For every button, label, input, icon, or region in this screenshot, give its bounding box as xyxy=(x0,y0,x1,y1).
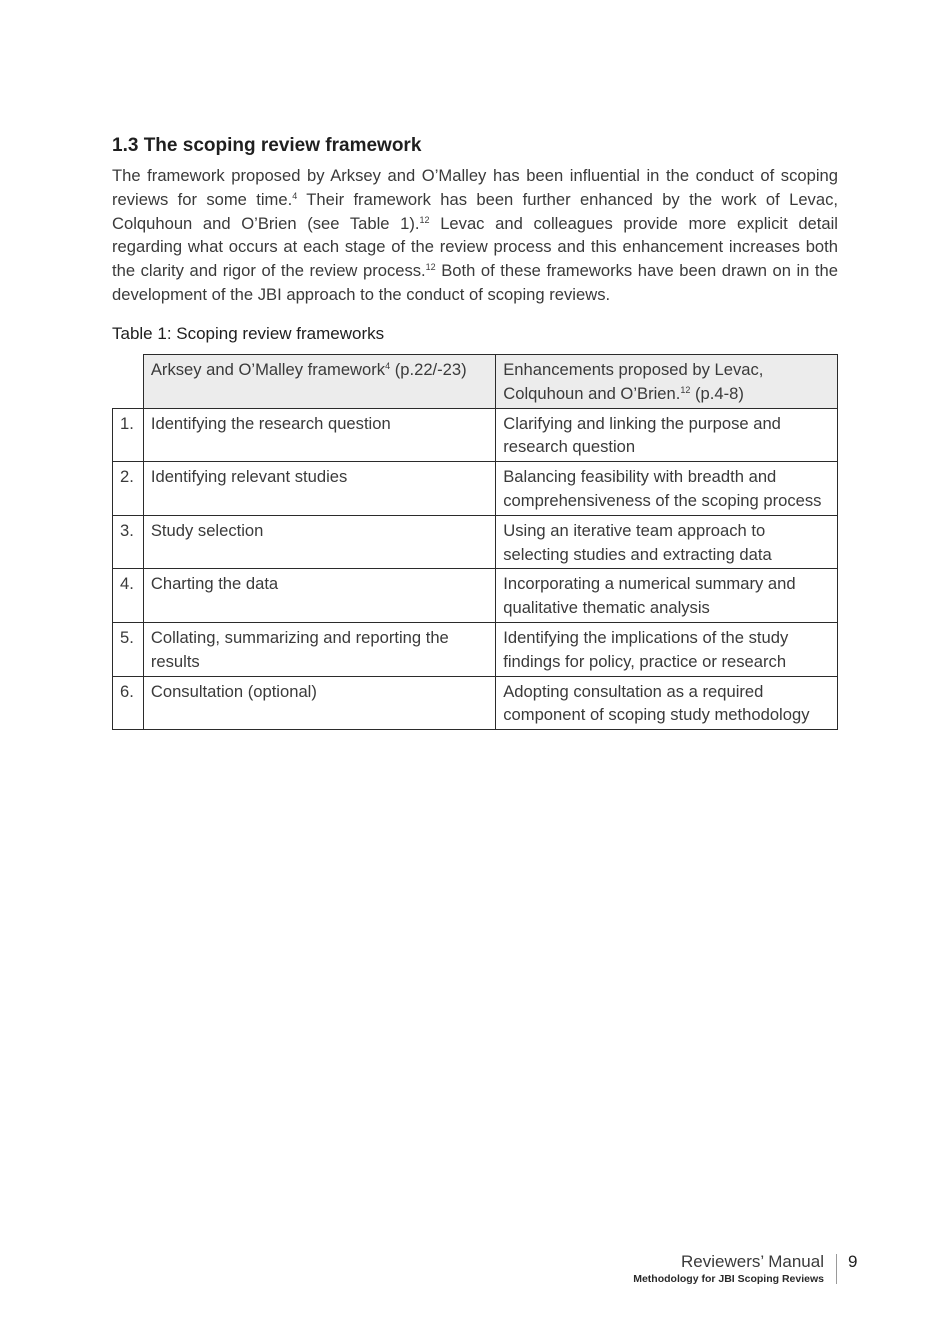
frameworks-table xyxy=(112,354,838,730)
reference-superscript: 12 xyxy=(680,384,691,395)
footer-manual-title: Reviewers’ Manual xyxy=(681,1252,824,1271)
arksey-stage: Identifying the research question xyxy=(143,408,495,462)
arksey-stage: Consultation (optional) xyxy=(143,676,495,730)
reference-superscript: 4 xyxy=(385,361,391,371)
table-row xyxy=(113,408,838,462)
levac-enhancement: Adopting consultation as a required component of scoping study methodology xyxy=(496,676,838,730)
table-row xyxy=(113,622,838,676)
arksey-stage: Identifying relevant studies xyxy=(143,462,495,516)
section-heading: 1.3 The scoping review framework xyxy=(112,135,422,156)
row-number: 3. xyxy=(113,515,144,569)
arksey-stage: Study selection xyxy=(143,515,495,569)
intro-paragraph xyxy=(112,164,838,307)
paragraph-text: Their framework has been further enhanced by the work of Levac, Colquhoun and O’Brien (see Table 1). xyxy=(112,189,838,233)
footer-manual-subtitle: Methodology for JBI Scoping Reviews xyxy=(633,1273,824,1285)
row-number: 5. xyxy=(113,622,144,676)
reference-superscript: 4 xyxy=(292,190,298,201)
row-number: 2. xyxy=(113,462,144,516)
table-row xyxy=(113,462,838,516)
levac-enhancement: Identifying the implications of the study findings for policy, practice or research xyxy=(496,622,838,676)
paragraph-text: Both of these frameworks have been drawn on in the development of the JBI approach to the conduct of scoping reviews. xyxy=(112,261,838,304)
row-number: 6. xyxy=(113,676,144,730)
page-number: 9 xyxy=(848,1252,858,1271)
table-row xyxy=(113,515,838,569)
levac-enhancement: Using an iterative team approach to selecting studies and extracting data xyxy=(496,515,838,569)
table-row xyxy=(113,676,838,730)
table-caption: Table 1: Scoping review frameworks xyxy=(112,324,385,343)
header-levac-pages: (p.4-8) xyxy=(690,383,744,403)
reference-superscript: 12 xyxy=(419,214,430,225)
table-header-row xyxy=(113,355,838,409)
header-levac-text: Enhancements proposed by Levac, Colquhoun and O’Brien. xyxy=(503,360,764,403)
reference-superscript: 12 xyxy=(425,262,436,273)
footer-divider xyxy=(836,1254,837,1284)
paragraph-text: The framework proposed by Arksey and O’Malley has been influential in the conduct of scoping reviews for some time. xyxy=(112,166,838,209)
header-arksey xyxy=(143,355,495,409)
header-arksey-text: Arksey and O’Malley framework xyxy=(150,360,386,379)
arksey-stage: Charting the data xyxy=(143,569,495,623)
row-number: 4. xyxy=(113,569,144,623)
arksey-stage: Collating, summarizing and reporting the results xyxy=(143,622,495,676)
paragraph-text: Levac and colleagues provide more explicit detail regarding what occurs at each stage of the review process and this enhancement increases both the clarity and rigor of the review process. xyxy=(112,213,838,281)
header-blank-cell xyxy=(113,355,144,409)
header-arksey-pages: (p.22/-23) xyxy=(390,360,467,379)
levac-enhancement: Balancing feasibility with breadth and comprehensiveness of the scoping process xyxy=(496,462,838,516)
levac-enhancement: Clarifying and linking the purpose and research question xyxy=(496,408,838,462)
levac-enhancement: Incorporating a numerical summary and qualitative thematic analysis xyxy=(496,569,838,623)
row-number: 1. xyxy=(113,408,144,462)
header-levac xyxy=(496,355,838,409)
table-row xyxy=(113,569,838,623)
